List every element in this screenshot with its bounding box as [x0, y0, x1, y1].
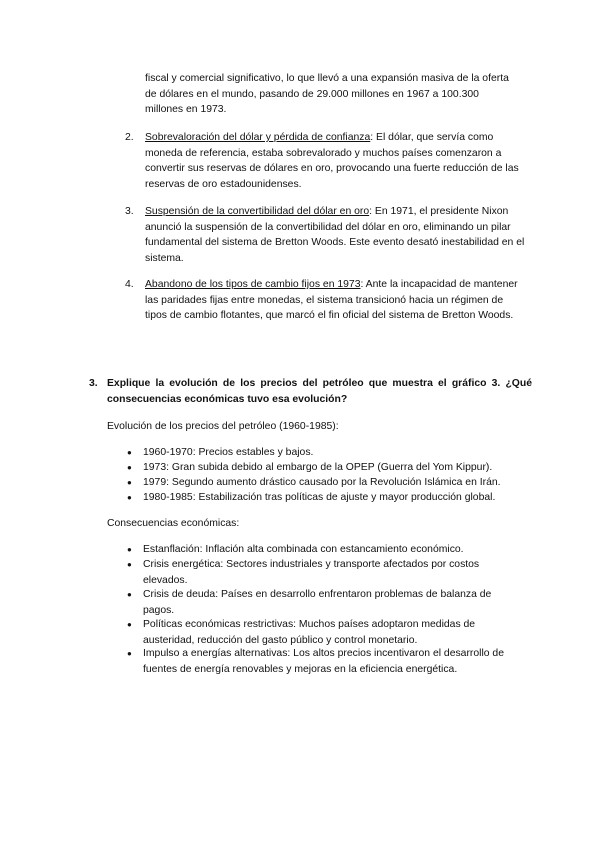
list-number: 3.	[125, 206, 134, 217]
bullet-icon: ●	[127, 560, 132, 569]
list-item-2	[145, 130, 531, 192]
bullet-icon: ●	[127, 448, 132, 457]
consequence-item: Crisis energética: Sectores industriales y transporte afectados por costos elevados.	[143, 559, 480, 586]
list-item-text: : Ante la incapacidad de mantener las paridades fijas entre monedas, el sistema transicionó hacia un régimen de tipos de cambio flotantes, que marcó el fin oficial del sistema de Bretton Woods.	[145, 279, 518, 321]
list-number: 2.	[125, 132, 134, 143]
bullet-icon: ●	[127, 649, 132, 658]
list-item-title: Suspensión de la convertibilidad del dólar en oro	[145, 206, 370, 217]
question-number: 3.	[89, 378, 98, 389]
bullet-icon: ●	[127, 478, 132, 487]
bullet-icon: ●	[127, 463, 132, 472]
bullet-icon: ●	[127, 545, 132, 554]
list-item-3	[145, 204, 531, 266]
consequence-item: Crisis de deuda: Países en desarrollo enfrentaron problemas de balanza de pagos.	[143, 589, 492, 616]
question-text: Explique la evolución de los precios del petróleo que muestra el gráfico 3. ¿Qué consecuencias económicas tuvo esa evolución?	[107, 378, 532, 405]
consequence-item: Estanflación: Inflación alta combinada con estancamiento económico.	[143, 544, 464, 555]
consequences-heading: Consecuencias económicas:	[107, 518, 240, 529]
bullet-icon: ●	[127, 493, 132, 502]
bullet-icon: ●	[127, 590, 132, 599]
consequence-item: Políticas económicas restrictivas: Muchos países adoptaron medidas de austeridad, reducción del gasto público y control monetario.	[143, 619, 476, 646]
list-item-title: Sobrevaloración del dólar y pérdida de confianza	[145, 132, 371, 143]
evolution-heading: Evolución de los precios del petróleo (1960-1985):	[107, 421, 339, 432]
consequence-item: Impulso a energías alternativas: Los altos precios incentivaron el desarrollo de fuentes de energía renovables y mejoras en la eficiencia energética.	[143, 648, 504, 675]
list-item-text: : En 1971, el presidente Nixon anunció la suspensión de la convertibilidad del dólar en oro, eliminando un pilar fundamental del sistema de Bretton Woods. Este evento desató inestabilidad en el sistema.	[145, 206, 525, 264]
list-item-text: : El dólar, que servía como moneda de referencia, estaba sobrevalorado y muchos países comenzaron a convertir sus reservas de dólares en oro, provocando una fuerte reducción de las reservas de oro estadounidenses.	[145, 132, 519, 190]
evolution-item: 1979: Segundo aumento drástico causado por la Revolución Islámica en Irán.	[143, 477, 501, 488]
continuation-paragraph: fiscal y comercial significativo, lo que llevó a una expansión masiva de la oferta de dólares en el mundo, pasando de 29.000 millones en 1967 a 100.300 millones en 1973.	[145, 73, 509, 115]
evolution-item: 1980-1985: Estabilización tras políticas de ajuste y mayor producción global.	[143, 492, 496, 503]
list-item-4	[145, 277, 525, 324]
evolution-item: 1973: Gran subida debido al embargo de la OPEP (Guerra del Yom Kippur).	[143, 462, 493, 473]
list-item-title: Abandono de los tipos de cambio fijos en 1973	[145, 279, 361, 290]
evolution-item: 1960-1970: Precios estables y bajos.	[143, 447, 314, 458]
list-number: 4.	[125, 279, 134, 290]
bullet-icon: ●	[127, 620, 132, 629]
